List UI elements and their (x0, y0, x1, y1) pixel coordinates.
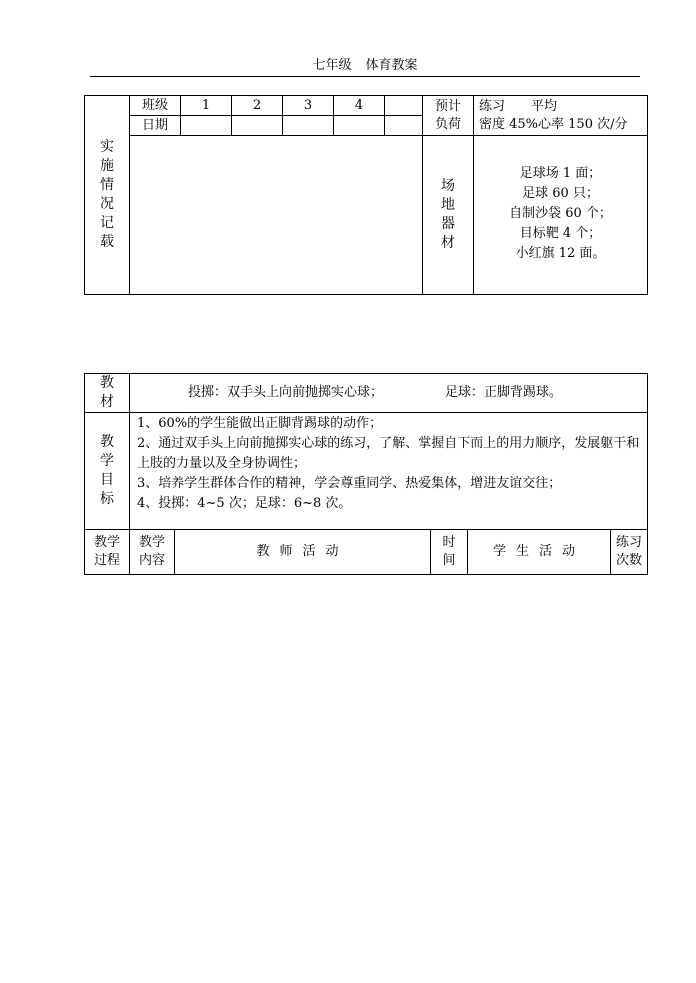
grade-label: 七年级 (312, 58, 352, 73)
material-text (130, 374, 648, 413)
venue-label: 场 地 器 材 (423, 136, 474, 295)
class-number: 2 (232, 96, 283, 116)
teacher-activity-header: 教师活动 (175, 530, 431, 575)
goal-item: 2、通过双手头上向前抛掷实心球的练习，了解、掌握自下而上的用力顺序，发展躯干和上肢的力量以及全身协调性； (137, 436, 640, 471)
class-number: 1 (181, 96, 232, 116)
material-label: 教 材 (85, 374, 130, 413)
venue-item: 小红旗 12 面。 (515, 246, 606, 261)
subject-label: 体育教案 (365, 58, 418, 73)
class-number: 3 (283, 96, 334, 116)
date-cell (283, 116, 334, 136)
goal-item: 1、60%的学生能做出正脚背踢球的动作； (137, 416, 383, 431)
plan-table (84, 373, 648, 575)
material-throwing: 投掷：双手头上向前抛掷实心球； (188, 385, 384, 400)
process-label: 教学 过程 (85, 530, 130, 575)
class-label: 班级 (130, 96, 181, 116)
load-label: 预计 负荷 (423, 96, 474, 136)
venue-item: 足球 60 只； (522, 186, 599, 201)
date-cell (181, 116, 232, 136)
date-cell (385, 116, 423, 136)
material-football: 足球：正脚背踢球。 (445, 385, 563, 400)
time-label: 时 间 (431, 530, 468, 575)
page-header (90, 58, 640, 77)
class-number: 4 (334, 96, 385, 116)
goal-list (130, 413, 648, 530)
goal-label: 教 学 目 标 (85, 413, 130, 530)
load-value: 练习 平均 密度 45%心率 150 次/分 (474, 96, 648, 136)
goal-item: 3、培养学生群体合作的精神，学会尊重同学、热爱集体，增进友谊交往； (137, 476, 562, 491)
date-label: 日期 (130, 116, 181, 136)
venue-item: 自制沙袋 60 个； (509, 206, 612, 221)
venue-item: 足球场 1 面； (519, 166, 602, 181)
goal-item: 4、投掷：4~5 次；足球：6~8 次。 (137, 496, 352, 511)
record-side-label: 实 施 情 况 记 载 (85, 96, 130, 295)
student-activity-header: 学生活动 (468, 530, 611, 575)
record-table (84, 95, 648, 295)
venue-list (474, 136, 648, 295)
content-label: 教学 内容 (130, 530, 175, 575)
date-cell (334, 116, 385, 136)
date-cell (232, 116, 283, 136)
venue-item: 目标靶 4 个； (519, 226, 602, 241)
class-number (385, 96, 423, 116)
practice-count-label: 练习 次数 (611, 530, 648, 575)
record-body (130, 136, 423, 295)
